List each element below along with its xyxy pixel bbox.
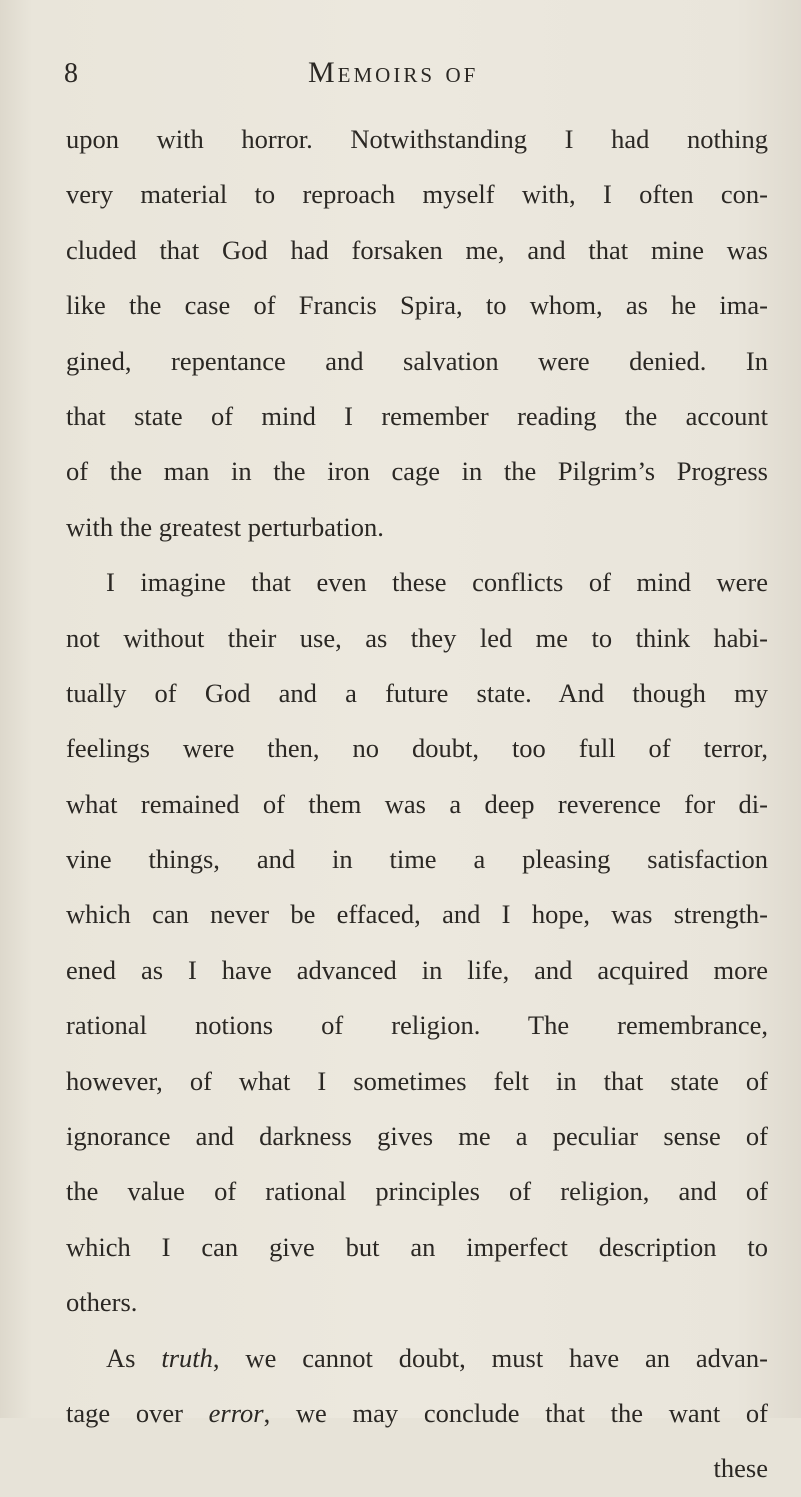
text-line: which I can give but an imperfect description to	[66, 1231, 768, 1262]
text-line: with the greatest perturbation.	[66, 511, 384, 542]
text-line: however, of what I sometimes felt in that state of	[66, 1065, 768, 1096]
text-line: what remained of them was a deep reverence for di-	[66, 788, 768, 819]
text-line: ened as I have advanced in life, and acquired more	[66, 954, 768, 985]
text-line: not without their use, as they led me to think habi-	[66, 622, 768, 653]
text-line: others.	[66, 1287, 138, 1318]
italic-word: error	[208, 1397, 264, 1428]
body-text	[66, 112, 768, 1497]
text-line: ignorance and darkness gives me a peculiar sense of	[66, 1121, 768, 1152]
text-line: that state of mind I remember reading the account	[66, 400, 768, 431]
catchword: these	[713, 1453, 768, 1484]
text-line: I imagine that even these conflicts of mind were	[106, 567, 768, 598]
text-span: As	[106, 1342, 162, 1373]
italic-word: truth	[161, 1342, 213, 1373]
text-line: cluded that God had forsaken me, and that mine was	[66, 234, 768, 265]
page-number: 8	[64, 58, 78, 89]
text-line: gined, repentance and salvation were denied. In	[66, 345, 768, 376]
text-line: upon with horror. Notwithstanding I had nothing	[66, 124, 768, 154]
text-line: the value of rational principles of religion, and of	[66, 1176, 768, 1207]
text-line	[66, 1331, 768, 1386]
text-span: , we cannot doubt, must have an advan-	[212, 1342, 769, 1373]
text-line: very material to reproach myself with, I often con-	[66, 179, 768, 210]
text-line: which can never be effaced, and I hope, was strength-	[66, 899, 768, 930]
text-line	[66, 1386, 768, 1441]
text-line: of the man in the iron cage in the Pilgrim’s Progress	[66, 456, 768, 487]
text-line: tually of God and a future state. And though my	[66, 677, 768, 708]
running-title: Memoirs of	[308, 56, 479, 89]
running-head	[64, 58, 764, 98]
text-line: like the case of Francis Spira, to whom, as he ima-	[66, 290, 768, 321]
text-line: feelings were then, no doubt, too full of terror,	[66, 733, 768, 764]
text-line: rational notions of religion. The remembrance,	[66, 1010, 768, 1041]
text-line: vine things, and in time a pleasing satisfaction	[66, 844, 768, 875]
text-span: , we may conclude that the want of	[263, 1397, 768, 1428]
text-span: tage over	[66, 1397, 209, 1428]
